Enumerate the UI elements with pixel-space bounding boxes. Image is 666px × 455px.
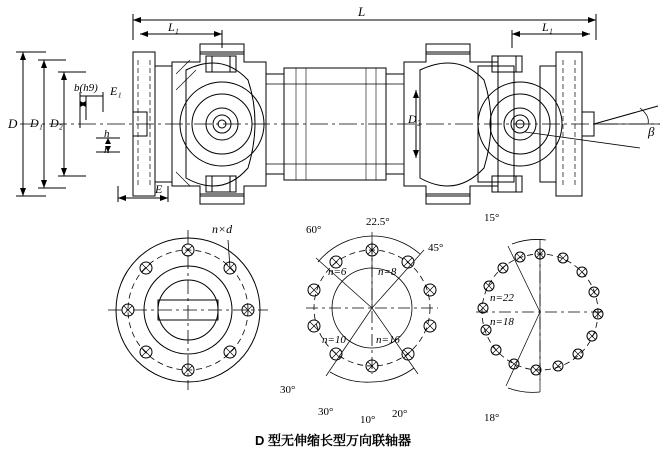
angle-label-45: 45°: [428, 242, 444, 254]
dimension-label-beta: β: [648, 124, 655, 139]
count-label-n16: n=16: [376, 334, 400, 346]
dimension-label-L1-left: L₁: [168, 20, 179, 34]
figure-caption: D 型无伸缩长型万向联轴器: [254, 433, 411, 448]
dimension-label-D1: D₁: [30, 116, 43, 130]
angle-label-15: 15°: [484, 212, 500, 224]
count-label-n18: n=18: [490, 316, 514, 328]
dimension-label-h-upper: h: [104, 128, 110, 140]
angle-label-18: 18°: [484, 412, 500, 424]
dimension-label-D: D: [8, 116, 18, 131]
angle-label-30-a: 30°: [280, 384, 296, 396]
angle-label-22-5: 22.5°: [366, 216, 390, 228]
dimension-label-Dz: D₂: [408, 112, 421, 126]
angle-label-20: 20°: [392, 408, 408, 420]
dimension-label-E1: E₁: [110, 84, 122, 98]
count-label-n10: n=10: [322, 334, 346, 346]
angle-label-30-b: 30°: [318, 406, 334, 418]
dimension-label-D2: D₂: [50, 116, 63, 130]
dimension-label-L1-right: L₁: [542, 20, 553, 34]
count-label-n6: n=6: [328, 266, 347, 278]
count-label-n8: n=8: [378, 266, 397, 278]
dimension-label-E: E: [155, 182, 163, 196]
count-label-n22: n=22: [490, 292, 514, 304]
hole-callout: n×d: [212, 222, 233, 236]
angle-label-60: 60°: [306, 224, 322, 236]
dimension-label-b-h9: b(h9): [74, 82, 98, 94]
angle-label-10: 10°: [360, 414, 376, 426]
dimension-label-h-lower: h: [104, 144, 110, 156]
dimension-label-L: L: [358, 4, 366, 19]
